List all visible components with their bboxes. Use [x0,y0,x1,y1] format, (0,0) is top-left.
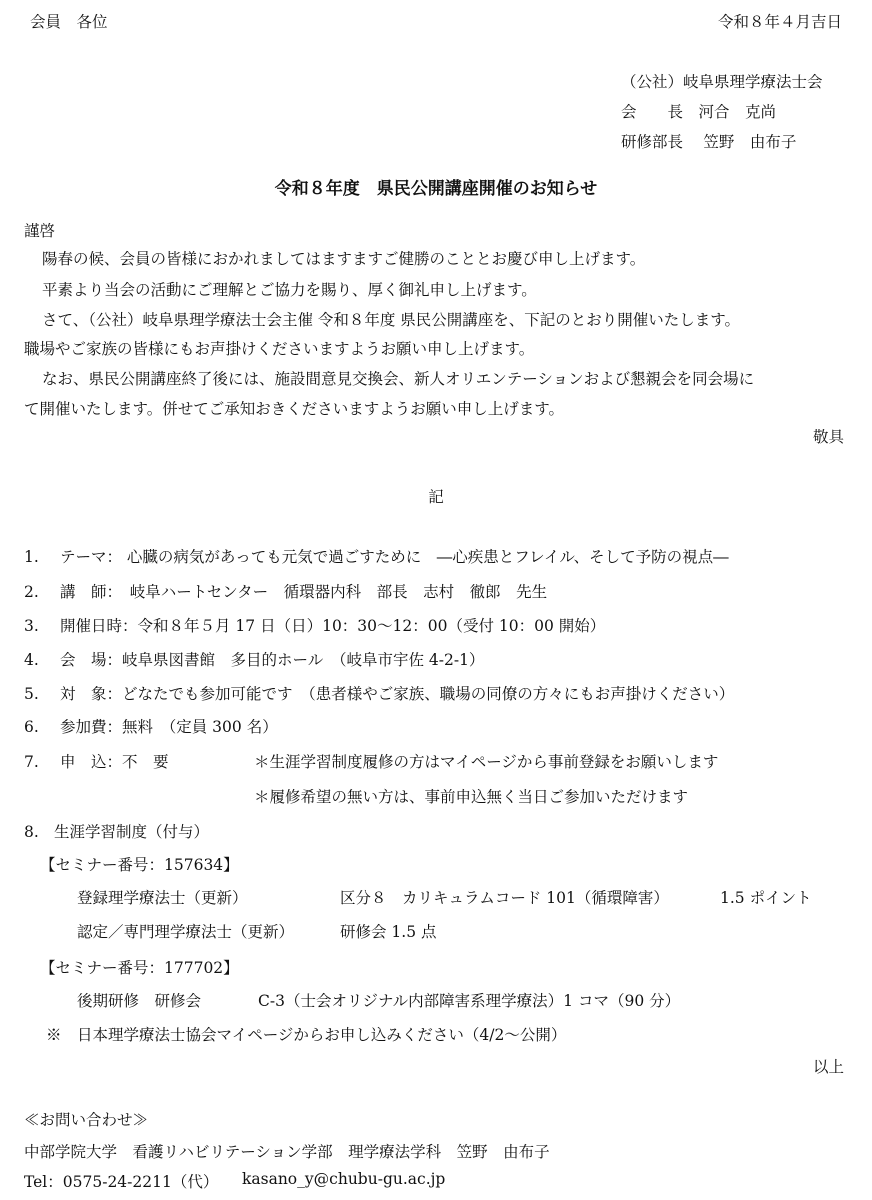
issue-date: 令和８年４月吉日 [717,13,842,31]
addressee: 会員 各位 [30,13,108,31]
president-name: 会 長 河合 克尚 [621,103,777,121]
letter-closing: 敬具 [812,428,844,446]
contact-affiliation: 中部学院大学 看護リハビリテーション学部 理学療法学科 笠野 由布子 [24,1143,550,1161]
page-title: 令和８年度 県民公開講座開催のお知らせ [274,179,598,199]
credit-category: 後期研修 研修会 [77,992,202,1010]
item-text: 生涯学習制度（付与） [54,823,210,841]
contact-email[interactable]: kasano_y@chubu-gu.ac.jp [242,1170,446,1188]
item-text: 申 込：不 要 [60,753,169,771]
contact-heading: ≪お問い合わせ≫ [24,1111,149,1129]
contact-phone: Tel：0575-24-2211（代） [24,1173,219,1191]
letter-opening: 謹啓 [24,222,56,240]
item-number: 4. [24,651,39,669]
item-text: テーマ： 心臓の病気があっても元気で過ごすために ―心疾患とフレイル、そして予防の視点― [60,548,729,566]
organization-name: （公社）岐阜県理学療法士会 [621,73,823,91]
seminar-number-1: 【セミナー番号：157634】 [40,856,239,874]
letter-paragraph-4: なお、県民公開講座終了後には、施設間意見交換会、新人オリエンテーションおよび懇親会を同会場に [42,370,755,388]
item-text: 会 場：岐阜県図書館 多目的ホール （岐阜市宇佐 4-2-1） [60,651,485,669]
item-text: 対 象：どなたでも参加可能です （患者様やご家族、職場の同僚の方々にもお声掛けください） [60,685,735,703]
seminar-number-2: 【セミナー番号：177702】 [40,959,239,977]
letter-paragraph-1: 陽春の候、会員の皆様におかれましてはますますご健勝のこととお慶び申し上げます。 [42,250,646,268]
credit-category: 登録理学療法士（更新） [77,889,248,907]
letter-paragraph-2: 平素より当会の活動にご理解とご協力を賜り、厚く御礼申し上げます。 [42,281,537,299]
list-item [24,648,484,670]
list-item [24,820,209,842]
letter-paragraph-4-cont: て開催いたします。併せてご承知おきくださいますようお願い申し上げます。 [24,400,565,418]
item-number: 8. [24,823,39,841]
item-text: 参加費：無料 （定員 300 名） [60,718,278,736]
registration-note: ＊履修希望の無い方は、事前申込無く当日ご参加いただけます [254,788,689,806]
credit-points: 1.5 ポイント [720,889,812,907]
credit-detail: C-3（士会オリジナル内部障害系理学療法）1 コマ（90 分） [258,992,681,1010]
end-mark: 以上 [812,1058,844,1076]
item-number: 7. [24,753,39,771]
item-number: 6. [24,718,39,736]
list-item [24,614,605,636]
registration-note: ＊生涯学習制度履修の方はマイページから事前登録をお願いします [254,753,719,771]
application-note: ※ 日本理学療法士協会マイページからお申し込みください（4/2～公開） [46,1026,567,1044]
list-item [24,715,278,737]
ki-heading: 記 [428,488,444,506]
list-item [24,580,547,602]
credit-detail: 区分８ カリキュラムコード 101（循環障害） [340,889,669,907]
letter-paragraph-3-cont: 職場やご家族の皆様にもお声掛けくださいますようお願い申し上げます。 [24,340,535,358]
item-number: 5. [24,685,39,703]
item-number: 2. [24,583,39,601]
credit-detail: 研修会 1.5 点 [340,923,437,941]
item-text: 開催日時：令和８年５月 17 日（日）10：30～12：00（受付 10：00 開始） [60,617,606,635]
letter-paragraph-3: さて、（公社）岐阜県理学療法士会主催 令和８年度 県民公開講座を、下記のとおり開催いたします。 [42,311,741,329]
list-item [24,750,169,772]
item-text: 講 師： 岐阜ハートセンター 循環器内科 部長 志村 徹郎 先生 [60,583,548,601]
item-number: 3. [24,617,39,635]
credit-category: 認定／専門理学療法士（更新） [77,923,295,941]
training-head-name: 研修部長 笠野 由布子 [621,133,797,151]
list-item [24,682,734,704]
item-number: 1. [24,548,39,566]
list-item [24,545,729,567]
